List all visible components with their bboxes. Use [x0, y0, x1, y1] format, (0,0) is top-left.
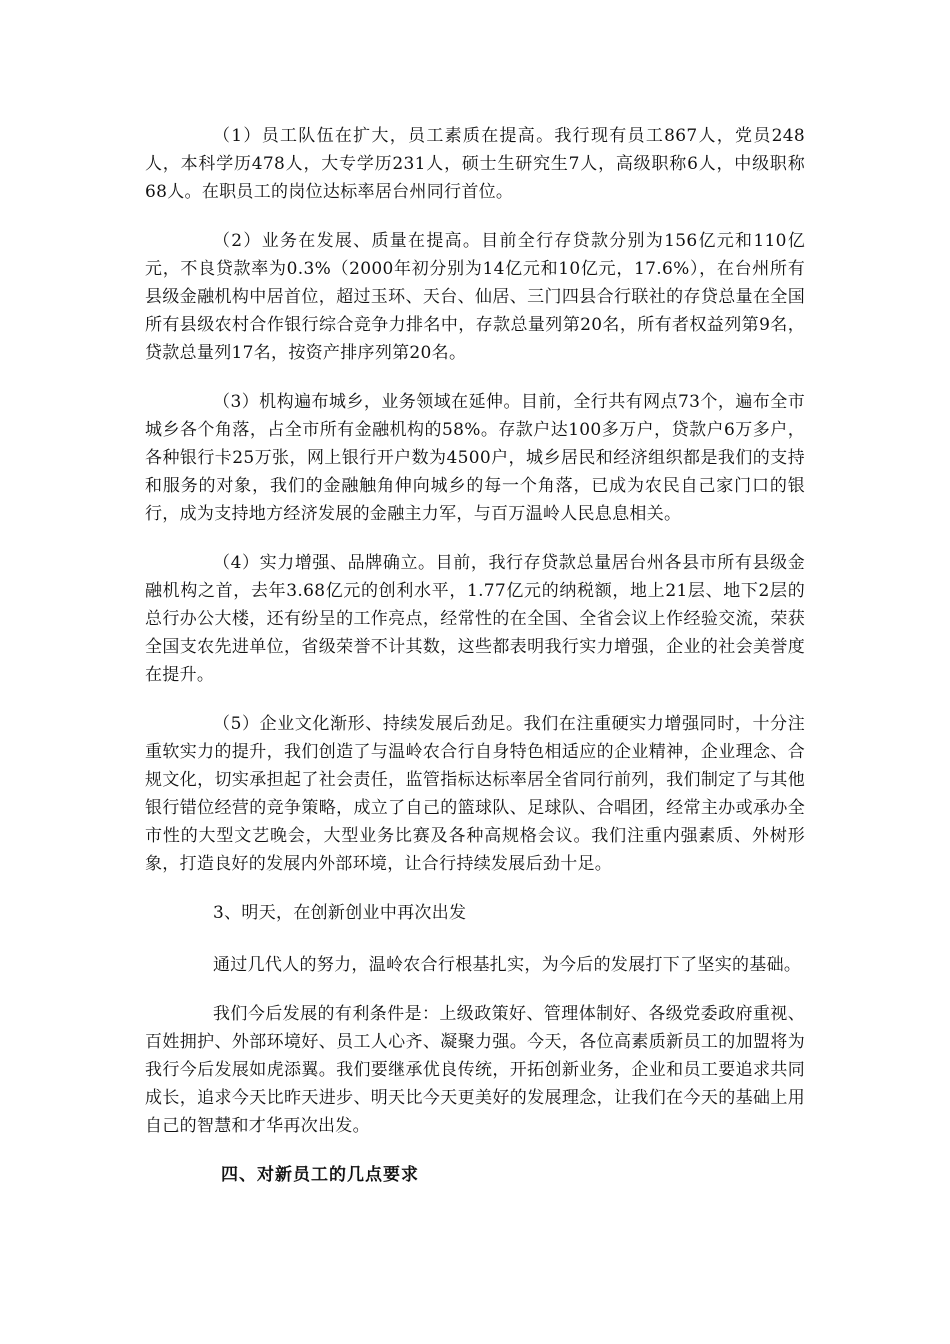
paragraph-culture: （5）企业文化渐形、持续发展后劲足。我们在注重硬实力增强同时，十分注重软实力的提升，我们创造了与温岭农合行自身特色相适应的企业精神，企业理念、合规文化，切实承担起了社会责任，监管指标达标率居全省同行前列，我们制定了与其他银行错位经营的竞争策略，成立了自己的篮球队、足球队、合唱团，经常主办或承办全市性的大型文艺晚会，大型业务比赛及各种高规格会议。我们注重内强素质、外树形象，打造良好的发展内外部环境，让合行持续发展后劲十足。 — [145, 714, 805, 874]
paragraph-foundation: 通过几代人的努力，温岭农合行根基扎实，为今后的发展打下了坚实的基础。 — [213, 955, 802, 975]
paragraph-business: （2）业务在发展、质量在提高。目前全行存贷款分别为156亿元和110亿元，不良贷款率为0.3%（2000年初分别为14亿元和10亿元，17.6%），在台州所有县级金融机构中居首位，超过玉环、天台、仙居、三门四县合行联社的存贷总量在全国所有县级农村合作银行综合竞争力排名中，存款总量列第20名，所有者权益列第9名，贷款总量列17名，按资产排序列第20名。 — [145, 231, 805, 363]
paragraph-conditions: 我们今后发展的有利条件是：上级政策好、管理体制好、各级党委政府重视、百姓拥护、外部环境好、员工人心齐、凝聚力强。今天，各位高素质新员工的加盟将为我行今后发展如虎添翼。我们要继承优良传统，开拓创新业务，企业和员工要追求共同成长，追求今天比昨天进步、明天比今天更美好的发展理念，让我们在今天的基础上用自己的智慧和才华再次出发。 — [145, 1004, 805, 1136]
subheading-tomorrow: 3、明天，在创新创业中再次出发 — [213, 903, 467, 923]
document-page — [145, 122, 805, 1189]
paragraph-strength: （4）实力增强、品牌确立。目前，我行存贷款总量居台州各县市所有县级金融机构之首，去年3.68亿元的创利水平，1.77亿元的纳税额，地上21层、地下2层的总行办公大楼，还有纷呈的工作亮点，经常性的在全国、全省会议上作经验交流，荣获全国支农先进单位，省级荣誉不计其数，这些都表明我行实力增强，企业的社会美誉度在提升。 — [145, 553, 805, 685]
paragraph-branches: （3）机构遍布城乡，业务领域在延伸。目前，全行共有网点73个，遍布全市城乡各个角落，占全市所有金融机构的58%。存款户达100多万户，贷款户6万多户，各种银行卡25万张，网上银行开户数为4500户，城乡居民和经济组织都是我们的支持和服务的对象，我们的金融触角伸向城乡的每一个角落，已成为农民自己家门口的银行，成为支持地方经济发展的金融主力军，与百万温岭人民息息相关。 — [145, 392, 805, 524]
section-title-requirements: 四、对新员工的几点要求 — [221, 1165, 419, 1185]
paragraph-staff: （1）员工队伍在扩大，员工素质在提高。我行现有员工867人，党员248人，本科学历478人，大专学历231人，硕士生研究生7人，高级职称6人，中级职称68人。在职员工的岗位达标率居台州同行首位。 — [145, 126, 805, 202]
